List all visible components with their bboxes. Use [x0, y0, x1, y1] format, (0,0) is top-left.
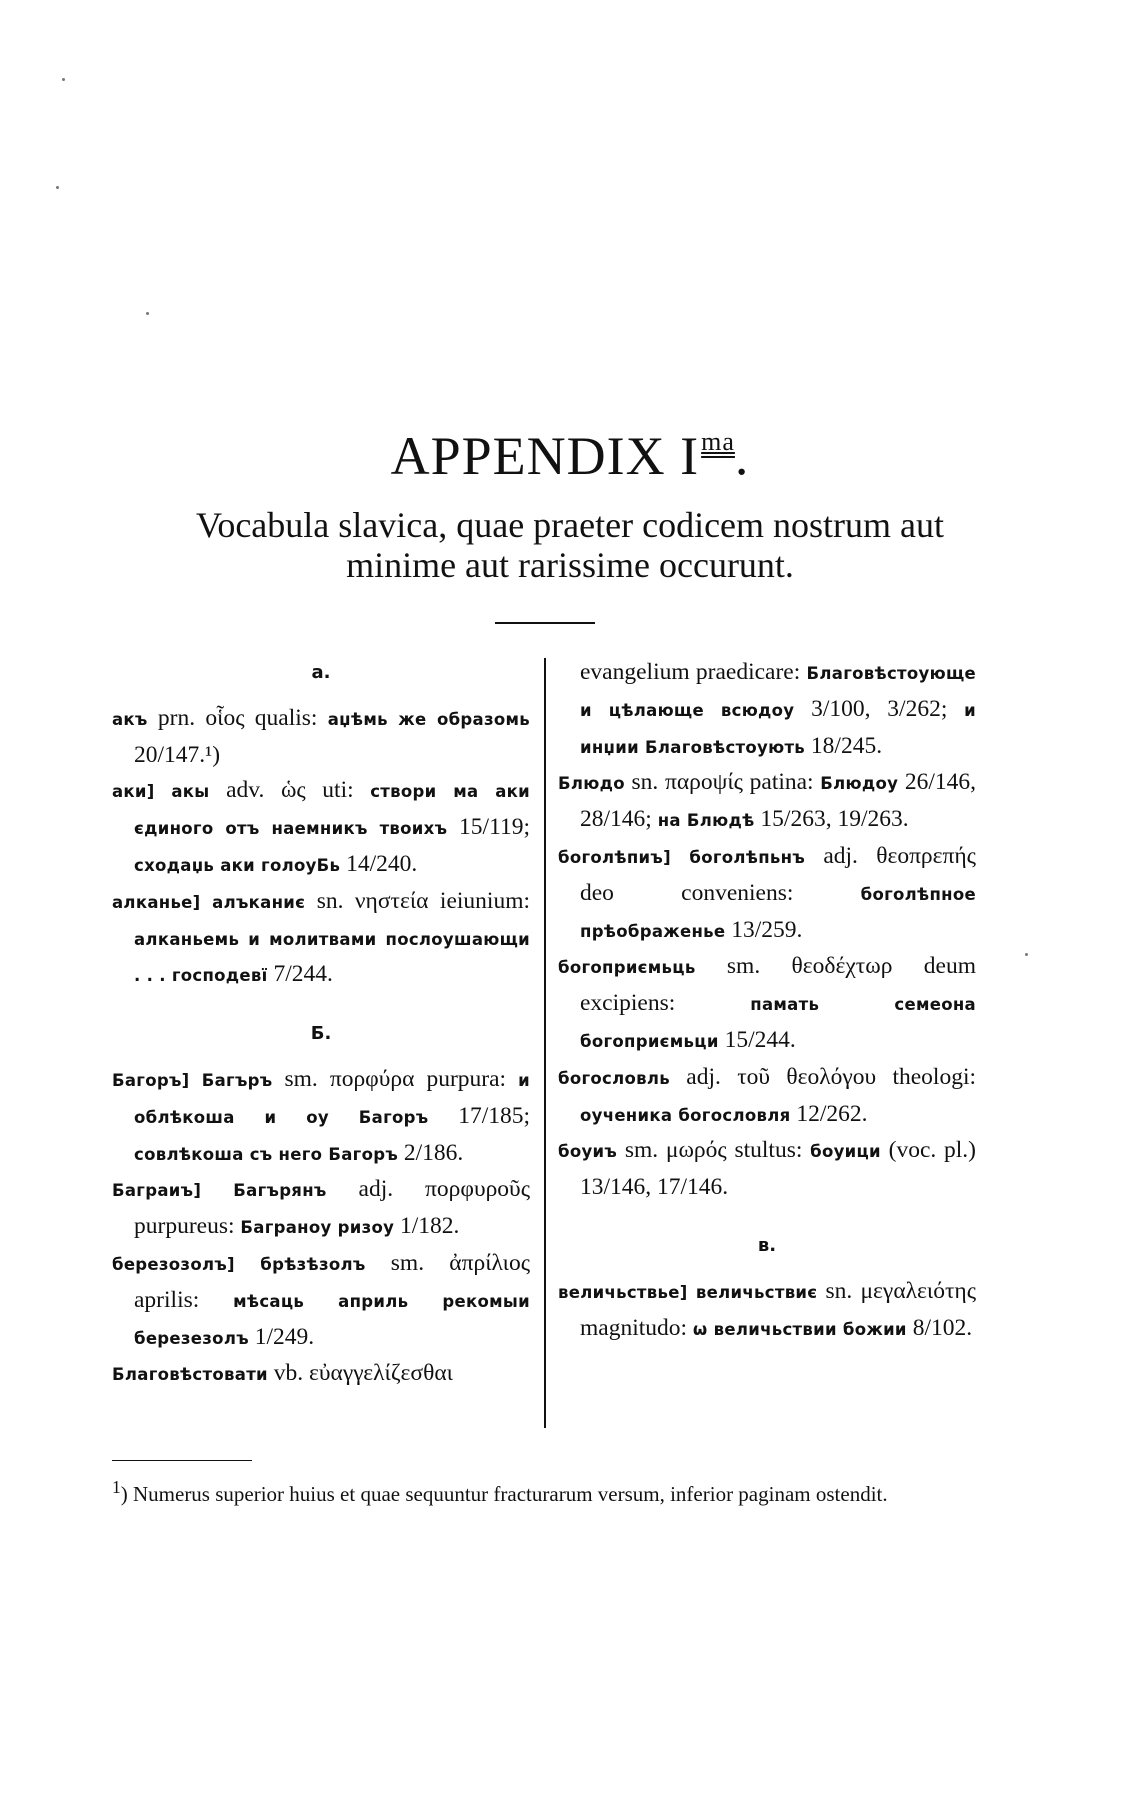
dictionary-entry: боуиъ sm. μωρός stultus: боуици (voc. pl.) 13/146, 17/146.	[558, 1137, 976, 1201]
dictionary-entry: богоприємьць sm. θεοδέχτωρ deum excipiens: памать семеона богоприємьци 15/244.	[558, 953, 976, 1053]
dictionary-entry: Баграиъ] Багърянъ adj. πορφυροῦς purpureus: Баграноу ризоу 1/182.	[112, 1176, 530, 1240]
dictionary-entry: Благовѣстовати vb. εὐαγγελίζεσθαι	[112, 1360, 453, 1387]
title-separator	[495, 622, 595, 624]
scan-speck	[1025, 953, 1028, 956]
right-column	[558, 655, 976, 1347]
section-letter-v: в.	[757, 1234, 777, 1256]
dictionary-entry: величьствье] величьствиє sn. μεγαλειότης magnitudo: ѡ величьствии божии 8/102.	[558, 1277, 977, 1341]
dictionary-entry: алканье] алъканиє sn. νηστεία ieiunium: алканьемь и молитвами послоушающи . . . господевї 7/244.	[112, 887, 530, 988]
footnote: $^1$) Numerus superior huius et quae sequuntur fracturarum versum, inferior paginam ostendit.	[112, 1477, 888, 1506]
dictionary-entry: акъ prn. οἷος qualis: аџѣмь же образомь 20/147.¹)	[112, 704, 530, 768]
dictionary-entry: Багоръ] Багъръ sm. πορφύρα purpura: и облѣкоша и оу Багоръ 17/185; совлѣкоша съ него Багоръ 2/186.	[112, 1065, 530, 1166]
dictionary-entry-continued: evangelium praedicare: Благовѣстоующе и цѣлающе всюдоу 3/100, 3/262; и инџии Благовѣстоують 18/245.	[580, 659, 976, 759]
scan-speck	[56, 186, 59, 189]
dictionary-entry: боголѣпиъ] боголѣпьнъ adj. θεοπρεπής deo conveniens: боголѣпное прѣображенье 13/259.	[558, 842, 976, 943]
dictionary-entry: Блюдо sn. παροψίς patina: Блюдоу 26/146, 28/146; на Блюдѣ 15/263, 19/263.	[558, 769, 976, 833]
footnote-rule	[112, 1460, 252, 1461]
dictionary-entry: богословль adj. τοῦ θεολόγου theologi: оученика богословля 12/262.	[558, 1063, 976, 1127]
section-letter-b: Б.	[310, 1023, 332, 1045]
left-column	[112, 655, 530, 1393]
scan-speck	[62, 78, 65, 81]
column-divider	[544, 658, 546, 1428]
subtitle: Vocabula slavica, quae praeter codicem nostrum aut minime aut rarissime occurunt.	[195, 505, 945, 585]
dictionary-entry: аки] акы adv. ὡς uti: створи ма аки єдиного отъ наемникъ твоихъ 15/119; сходаџь аки голоуБь 14/240.	[112, 777, 530, 877]
footnote-mark: 1	[112, 1477, 121, 1497]
section-letter-a: а.	[311, 662, 331, 683]
page-title: APPENDIX $I^{ma}$.	[390, 426, 750, 486]
dictionary-entry: березозолъ] брѣзѣзолъ sm. ἀπρίλιος aprilis: мѣсаць априль рекомыи березезолъ 1/249.	[112, 1249, 530, 1350]
scan-speck	[146, 312, 149, 315]
